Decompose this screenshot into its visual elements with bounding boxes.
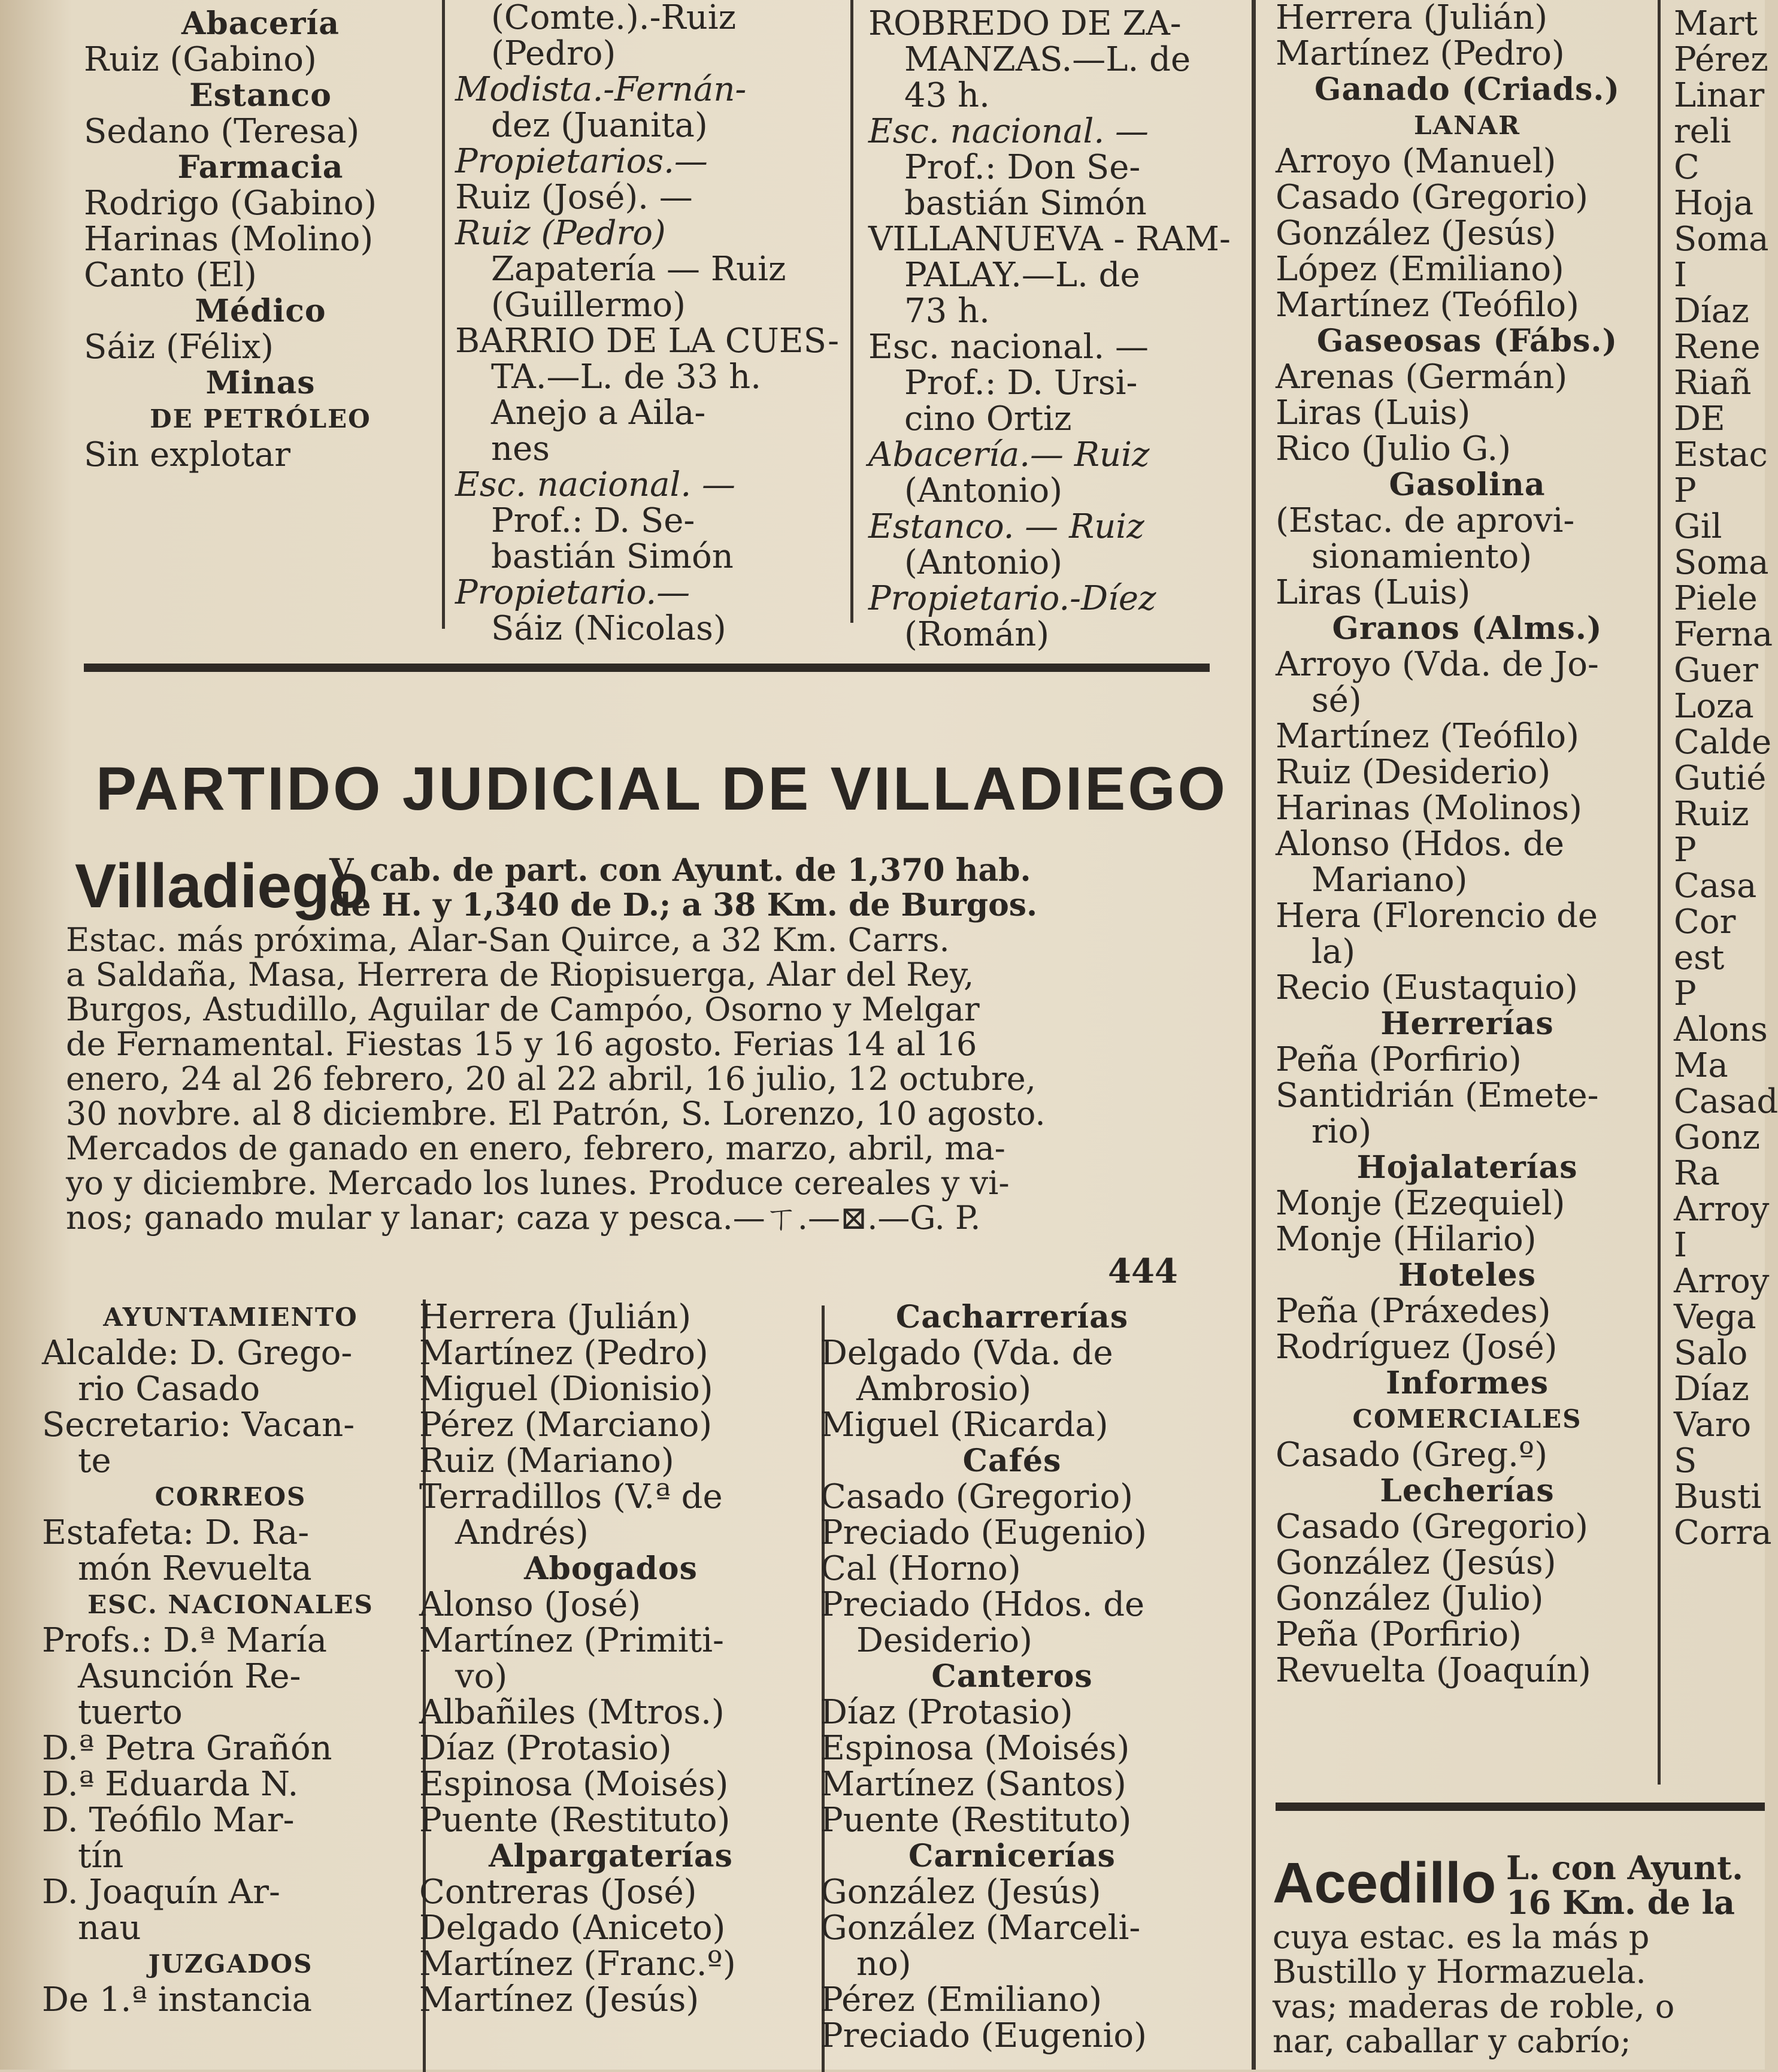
right-col-line: sionamiento)	[1311, 537, 1532, 576]
bot-col3-line: Díaz (Protasio)	[820, 1693, 1073, 1732]
top-col2-line: Propietarios.—	[455, 142, 708, 181]
right-col-line: Ganado (Criads.)	[1314, 71, 1620, 108]
edge-col-line: Corra	[1674, 1513, 1772, 1552]
right-col-line: Hera (Florencio de	[1276, 896, 1598, 935]
column-divider	[442, 0, 445, 629]
edge-col-line: P	[1674, 831, 1697, 870]
bot-col1-line: tín	[78, 1837, 124, 1876]
acedillo-description	[1273, 1850, 1765, 2059]
edge-col-line: Rene	[1674, 328, 1761, 366]
top-col1-line: Farmacia	[177, 149, 344, 186]
right-col-line: Liras (Luis)	[1276, 573, 1471, 612]
town-description-line: enero, 24 al 26 febrero, 20 al 22 abril, 16 julio, 12 octubre,	[66, 1060, 1036, 1098]
top-col1-line: Sáiz (Félix)	[84, 328, 274, 366]
top-col1-line: Médico	[195, 293, 326, 329]
bot-col3-line: Casado (Gregorio)	[820, 1477, 1134, 1516]
edge-col-line: Casa	[1674, 867, 1757, 905]
acedillo-description-line: vas; maderas de roble, o	[1273, 1988, 1675, 2025]
right-col-line: Monje (Hilario)	[1276, 1220, 1537, 1259]
bot-col3-line: no)	[856, 1944, 911, 1983]
top-col1-line: Abacería	[181, 5, 340, 42]
edge-col-line: Riañ	[1674, 363, 1752, 402]
edge-col-line: Ma	[1674, 1046, 1728, 1085]
bot-col2-line: Terradillos (V.ª de	[419, 1477, 723, 1516]
right-col-line: Monje (Ezequiel)	[1276, 1184, 1565, 1223]
edge-col-line: Loza	[1674, 687, 1754, 726]
edge-col-line: Cor	[1674, 902, 1736, 941]
top-col3-line: Propietario.-Díez	[868, 579, 1156, 618]
bot-col1-line: JUZGADOS	[148, 1949, 313, 1979]
top-col3-line: cino Ortiz	[904, 399, 1072, 438]
right-col-line: Arroyo (Vda. de Jo-	[1276, 645, 1599, 684]
edge-col-line: Vega	[1674, 1298, 1756, 1337]
column-divider	[850, 0, 853, 623]
right-col-line: sé)	[1311, 681, 1362, 720]
section-title: PARTIDO JUDICIAL DE VILLADIEGO	[96, 755, 1228, 823]
top-col3-line: (Antonio)	[904, 543, 1063, 582]
right-col-line: Alonso (Hdos. de	[1276, 825, 1564, 864]
edge-col-line: Linar	[1674, 76, 1765, 115]
edge-col-line: Soma	[1674, 543, 1769, 582]
top-col2-line: Anejo a Aila-	[491, 393, 706, 432]
town-name: Villadiego	[75, 852, 368, 921]
right-col-line: Martínez (Pedro)	[1276, 34, 1565, 73]
bot-col3-line: Delgado (Vda. de	[820, 1334, 1113, 1373]
edge-col-line: Ra	[1674, 1154, 1720, 1193]
top-col2-line: Ruiz (José). —	[455, 178, 693, 217]
town-description-line: Estac. más próxima, Alar-San Quirce, a 32 Km. Carrs.	[66, 921, 950, 959]
bot-col2-line: Díaz (Protasio)	[419, 1729, 672, 1768]
bot-col3-line: Puente (Restituto)	[820, 1801, 1132, 1840]
top-col2-line: bastián Simón	[491, 537, 734, 576]
bot-col1-line: Estafeta: D. Ra-	[42, 1513, 310, 1552]
edge-col-line: I	[1674, 1226, 1688, 1265]
town-description-line: de Fernamental. Fiestas 15 y 16 agosto. Ferias 14 al 16	[66, 1025, 977, 1063]
edge-col-line: reli	[1674, 112, 1731, 151]
right-col-line: Hoteles	[1398, 1257, 1537, 1294]
edge-column	[1674, 4, 1778, 1552]
top-col3-line: VILLANUEVA - RAM-	[868, 220, 1231, 259]
right-col-line: Casado (Gregorio)	[1276, 178, 1589, 217]
bottom-column-2	[419, 1299, 802, 2018]
right-col-line: Casado (Greg.º)	[1276, 1435, 1548, 1474]
bot-col2-line: Albañiles (Mtros.)	[419, 1693, 725, 1732]
bot-col2-line: Delgado (Aniceto)	[419, 1909, 726, 1947]
top-col3-line: Esc. nacional. —	[868, 328, 1149, 366]
right-col-line: Herrera (Julián)	[1276, 0, 1548, 37]
top-col2-line: Esc. nacional. —	[455, 465, 735, 504]
bot-col1-line: tuerto	[78, 1693, 183, 1732]
bot-col1-line: món Revuelta	[78, 1549, 312, 1588]
top-col2-line: Zapatería — Ruiz	[491, 250, 786, 289]
bot-col2-line: Martínez (Primiti-	[419, 1621, 724, 1660]
top-col2-line: Modista.-Fernán-	[455, 70, 747, 109]
bot-col1-line: ESC. NACIONALES	[87, 1590, 374, 1619]
bot-col1-line: nau	[78, 1909, 141, 1947]
acedillo-name: Acedillo	[1273, 1851, 1497, 1915]
town-description-line: yo y diciembre. Mercado los lunes. Produce cereales y vi-	[66, 1164, 1010, 1202]
right-column	[1276, 0, 1659, 1689]
top-col3-line: Prof.: D. Ursi-	[904, 363, 1138, 402]
bot-col1-line: De 1.ª instancia	[42, 1980, 313, 2019]
edge-col-line: P	[1674, 974, 1697, 1013]
bot-col3-line: Cacharrerías	[895, 1299, 1129, 1335]
edge-col-line: Hoja	[1674, 184, 1754, 223]
right-col-line: Informes	[1386, 1365, 1549, 1401]
edge-col-line: DE	[1674, 399, 1725, 438]
right-col-line: COMERCIALES	[1352, 1404, 1582, 1434]
town-description-line: Mercados de ganado en enero, febrero, marzo, abril, ma-	[66, 1129, 1005, 1167]
top-col1-line: Rodrigo (Gabino)	[84, 184, 377, 223]
bot-col3-line: Preciado (Eugenio)	[820, 2016, 1147, 2055]
top-col3-line: 73 h.	[904, 292, 990, 331]
top-col1-line: Minas	[205, 365, 316, 401]
edge-col-line: Soma	[1674, 220, 1769, 259]
edge-col-line: Varo	[1674, 1405, 1752, 1444]
top-col3-line: MANZAS.—L. de	[904, 40, 1191, 79]
right-col-line: Hojalaterías	[1356, 1149, 1578, 1186]
bot-col1-line: te	[78, 1441, 111, 1480]
acedillo-description-line: Bustillo y Hormazuela.	[1273, 1953, 1646, 1991]
top-col2-line: BARRIO DE LA CUES-	[455, 322, 840, 361]
right-col-line: Casado (Gregorio)	[1276, 1507, 1589, 1546]
bot-col3-line: Pérez (Emiliano)	[820, 1980, 1102, 2019]
top-col2-line: Ruiz (Pedro)	[455, 214, 666, 253]
right-col-line: Arenas (Germán)	[1276, 358, 1568, 396]
bot-col2-line: Alpargaterías	[489, 1838, 733, 1874]
top-col3-line: bastián Simón	[904, 184, 1147, 223]
bot-col3-line: Desiderio)	[856, 1621, 1032, 1660]
right-col-line: Peña (Porfirio)	[1276, 1040, 1522, 1079]
right-col-line: Martínez (Teófilo)	[1276, 717, 1579, 756]
bot-col3-line: González (Jesús)	[820, 1873, 1101, 1912]
top-col3-line: 43 h.	[904, 76, 990, 115]
bot-col2-line: Alonso (José)	[419, 1585, 641, 1624]
edge-col-line: Salo	[1674, 1334, 1748, 1373]
right-col-line: la)	[1311, 932, 1356, 971]
bot-col2-line: Andrés)	[455, 1513, 589, 1552]
right-col-line: López (Emiliano)	[1276, 250, 1564, 289]
edge-col-line: P	[1674, 471, 1697, 510]
top-col3-line: ROBREDO DE ZA-	[868, 4, 1182, 43]
right-col-line: Rico (Julio G.)	[1276, 429, 1512, 468]
bot-col3-line: Preciado (Hdos. de	[820, 1585, 1145, 1624]
bot-col3-line: González (Marceli-	[820, 1909, 1141, 1947]
bot-col2-line: Martínez (Jesús)	[419, 1980, 699, 2019]
edge-col-line: Arroy	[1674, 1262, 1770, 1301]
edge-col-line: Busti	[1674, 1477, 1762, 1516]
top-col2-line: (Comte.).-Ruiz	[491, 0, 737, 37]
bot-col1-line: rio Casado	[78, 1370, 261, 1408]
bot-col2-line: Contreras (José)	[419, 1873, 697, 1912]
right-col-line: Peña (Práxedes)	[1276, 1292, 1551, 1331]
edge-col-line: Alons	[1674, 1010, 1768, 1049]
right-col-line: Liras (Luis)	[1276, 393, 1471, 432]
right-col-line: González (Julio)	[1276, 1579, 1544, 1618]
top-col3-line: (Antonio)	[904, 471, 1063, 510]
bot-col3-line: Canteros	[931, 1658, 1093, 1695]
bot-col1-line: D. Teófilo Mar-	[42, 1801, 295, 1840]
right-col-line: Recio (Eustaquio)	[1276, 968, 1578, 1007]
bot-col3-line: Miguel (Ricarda)	[820, 1405, 1108, 1444]
top-col3-line: Abacería.— Ruiz	[868, 435, 1150, 474]
top-col2-line: (Guillermo)	[491, 286, 686, 325]
bot-col2-line: Martínez (Franc.º)	[419, 1944, 736, 1983]
right-col-line: LANAR	[1414, 111, 1520, 140]
right-col-line: Peña (Porfirio)	[1276, 1615, 1522, 1654]
right-col-line: Rodríguez (José)	[1276, 1328, 1558, 1367]
top-col2-line: Prof.: D. Se-	[491, 501, 695, 540]
right-col-line: Martínez (Teófilo)	[1276, 286, 1579, 325]
bot-col1-line: CORREOS	[155, 1482, 307, 1511]
top-col3-line: Estanco. — Ruiz	[868, 507, 1144, 546]
bot-col2-line: Pérez (Marciano)	[419, 1405, 713, 1444]
bot-col1-line: D.ª Petra Grañón	[42, 1729, 332, 1768]
top-col2-line: nes	[491, 429, 550, 468]
bot-col3-line: Espinosa (Moisés)	[820, 1729, 1130, 1768]
top-col2-line: Sáiz (Nicolas)	[491, 609, 726, 648]
bot-col2-line: Puente (Restituto)	[419, 1801, 731, 1840]
bottom-column-3	[820, 1299, 1204, 2054]
top-column-2	[455, 0, 850, 647]
right-col-line: Ruiz (Desiderio)	[1276, 753, 1551, 792]
right-col-line: Harinas (Molinos)	[1276, 789, 1582, 828]
edge-col-line: Ruiz	[1674, 795, 1749, 834]
top-col1-line: Harinas (Molino)	[84, 220, 374, 259]
bot-col2-line: Miguel (Dionisio)	[419, 1370, 713, 1408]
bot-col2-line: Ruiz (Mariano)	[419, 1441, 674, 1480]
bot-col2-line: Espinosa (Moisés)	[419, 1765, 729, 1804]
top-col2-line: dez (Juanita)	[491, 106, 708, 145]
edge-col-line: Piele	[1674, 579, 1758, 618]
town-description-line: Burgos, Astudillo, Aguilar de Campóo, Osorno y Melgar	[66, 990, 980, 1028]
bot-col2-line: vo)	[455, 1657, 508, 1696]
right-col-line: Santidrián (Emete-	[1276, 1076, 1599, 1115]
top-col1-line: Sedano (Teresa)	[84, 112, 360, 151]
top-col3-line: PALAY.—L. de	[904, 256, 1140, 295]
bot-col2-line: Abogados	[524, 1550, 698, 1587]
top-col1-line: DE PETRÓLEO	[150, 404, 371, 434]
top-col1-line: Estanco	[189, 77, 332, 114]
top-col1-line: Ruiz (Gabino)	[84, 40, 317, 79]
bot-col1-line: AYUNTAMIENTO	[103, 1302, 358, 1332]
edge-col-line: Estac	[1674, 435, 1768, 474]
bottom-column-1	[42, 1299, 419, 2018]
edge-col-line: Gil	[1674, 507, 1722, 546]
edge-col-line: Díaz	[1674, 292, 1749, 331]
bot-col1-line: D.ª Eduarda N.	[42, 1765, 299, 1804]
edge-col-line: est	[1674, 938, 1725, 977]
town-description-line: de H. y 1,340 de D.; a 38 Km. de Burgos.	[329, 887, 1038, 923]
top-col3-line: (Román)	[904, 615, 1050, 654]
edge-col-line: S	[1674, 1441, 1697, 1480]
bot-col3-line: Cal (Horno)	[820, 1549, 1021, 1588]
page-number: 444	[1108, 1252, 1178, 1291]
town-description	[66, 853, 1204, 1235]
edge-col-line: C	[1674, 148, 1700, 187]
right-col-line: rio)	[1311, 1112, 1372, 1151]
top-col3-line: Prof.: Don Se-	[904, 148, 1141, 187]
top-col2-line: TA.—L. de 33 h.	[491, 358, 762, 396]
column-divider	[1252, 0, 1256, 2070]
top-column-3	[868, 6, 1240, 653]
right-col-line: González (Jesús)	[1276, 1543, 1556, 1582]
edge-col-line: Ferna	[1674, 615, 1773, 654]
right-col-line: Herrerías	[1380, 1005, 1554, 1042]
right-col-line: Gaseosas (Fábs.)	[1316, 323, 1618, 359]
top-column-1	[84, 6, 437, 473]
bot-col2-line: Martínez (Pedro)	[419, 1334, 708, 1373]
right-col-line: Revuelta (Joaquín)	[1276, 1651, 1591, 1690]
bot-col3-line: Preciado (Eugenio)	[820, 1513, 1147, 1552]
bot-col1-line: Asunción Re-	[78, 1657, 301, 1696]
edge-col-line: Pérez	[1674, 40, 1768, 79]
acedillo-description-line: nar, caballar y cabrío;	[1273, 2022, 1631, 2060]
bot-col3-line: Martínez (Santos)	[820, 1765, 1126, 1804]
top-col2-line: (Pedro)	[491, 34, 616, 73]
top-col3-line: Esc. nacional. —	[868, 112, 1149, 151]
bot-col1-line: D. Joaquín Ar-	[42, 1873, 280, 1912]
section-rule	[1276, 1803, 1765, 1811]
town-description-line: a Saldaña, Masa, Herrera de Riopisuerga, Alar del Rey,	[66, 956, 974, 993]
edge-col-line: Mart	[1674, 4, 1758, 43]
acedillo-description-line: 16 Km. de la	[1506, 1883, 1735, 1922]
edge-col-line: Guer	[1674, 651, 1758, 690]
acedillo-description-line: cuya estac. es la más p	[1273, 1918, 1650, 1956]
top-col1-line: Sin explotar	[84, 435, 290, 474]
top-col2-line: Propietario.—	[455, 573, 690, 612]
right-col-line: Gasolina	[1389, 466, 1546, 503]
right-col-line: (Estac. de aprovi-	[1276, 501, 1575, 540]
edge-col-line: I	[1674, 256, 1688, 295]
edge-col-line: Gonz	[1674, 1118, 1761, 1157]
right-col-line: Arroyo (Manuel)	[1276, 142, 1556, 181]
column-divider	[1658, 0, 1661, 1785]
bot-col1-line: Alcalde: D. Grego-	[42, 1334, 353, 1373]
right-col-line: Mariano)	[1311, 861, 1468, 899]
edge-col-line: Arroy	[1674, 1190, 1770, 1229]
right-col-line: González (Jesús)	[1276, 214, 1556, 253]
right-col-line: Granos (Alms.)	[1332, 610, 1603, 647]
edge-col-line: Casad	[1674, 1082, 1778, 1121]
section-rule	[84, 664, 1210, 672]
top-col1-line: Canto (El)	[84, 256, 257, 295]
edge-col-line: Calde	[1674, 723, 1772, 762]
edge-col-line: Díaz	[1674, 1370, 1749, 1408]
town-description-line: nos; ganado mular y lanar; caza y pesca.—ㄒ.—⊠.—G. P.	[66, 1199, 981, 1237]
bot-col3-line: Ambrosio)	[856, 1370, 1032, 1408]
town-description-line: 30 novbre. al 8 diciembre. El Patrón, S. Lorenzo, 10 agosto.	[66, 1095, 1046, 1132]
edge-col-line: Gutié	[1674, 759, 1767, 798]
acedillo-description-line: L. con Ayunt.	[1506, 1849, 1743, 1887]
bot-col1-line: Secretario: Vacan-	[42, 1405, 355, 1444]
town-description-line: V. cab. de part. con Ayunt. de 1,370 hab.	[329, 852, 1031, 889]
right-col-line: Lecherías	[1380, 1473, 1555, 1509]
bot-col3-line: Carnicerías	[908, 1838, 1116, 1874]
bot-col2-line: Herrera (Julián)	[419, 1298, 692, 1337]
bot-col1-line: Profs.: D.ª María	[42, 1621, 327, 1660]
bot-col3-line: Cafés	[962, 1443, 1062, 1479]
